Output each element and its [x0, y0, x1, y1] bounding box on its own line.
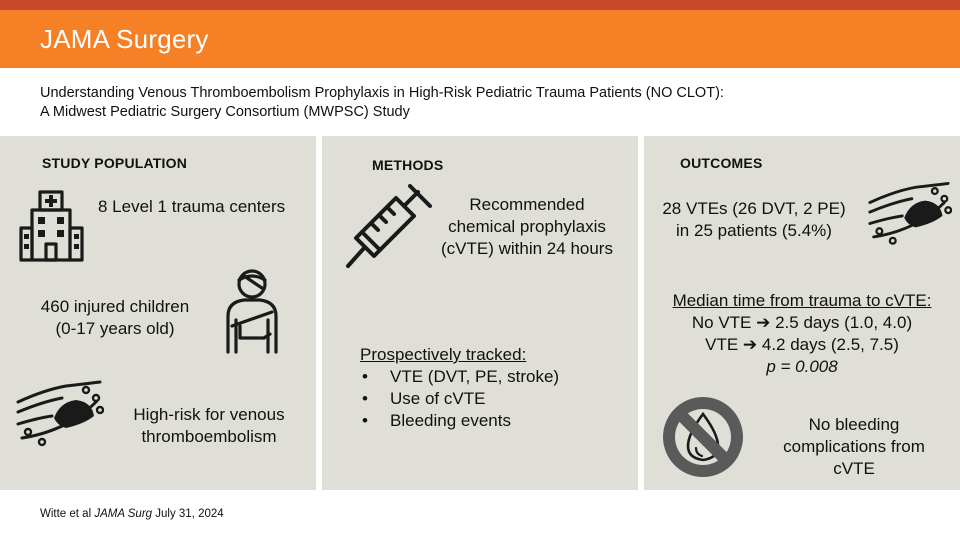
high-risk-text — [112, 404, 306, 448]
list-item: • Bleeding events — [360, 410, 559, 432]
vte-median: VTE ➔ 4.2 days (2.5, 7.5) — [705, 335, 899, 354]
journal-title: JAMA Surgery — [40, 24, 209, 54]
blood-clot-icon — [866, 180, 952, 248]
injured-children-line-2: (0-17 years old) — [55, 319, 175, 338]
vte-count-line-1: 28 VTEs (26 DVT, 2 PE) — [662, 199, 846, 218]
no-bleeding-text — [756, 414, 952, 480]
citation-authors: Witte et al — [40, 508, 95, 520]
injured-children-line-1: 460 injured children — [40, 297, 190, 316]
citation-footer — [40, 508, 224, 520]
methods-panel — [322, 136, 638, 490]
blood-clot-icon — [14, 380, 104, 448]
recommended-line-1: Recommended — [469, 195, 585, 214]
recommended-line-3: (cVTE) within 24 hours — [441, 239, 613, 258]
no-bleeding-line-2: complications from — [783, 437, 925, 456]
syringe-icon — [344, 184, 434, 272]
list-item: • VTE (DVT, PE, stroke) — [360, 366, 559, 388]
journal-header — [0, 10, 960, 68]
recommended-prophylaxis-text — [422, 194, 632, 260]
citation-journal: JAMA Surg — [94, 508, 153, 520]
hospital-icon — [18, 188, 88, 264]
high-risk-line-2: thromboembolism — [141, 427, 277, 446]
outcomes-heading: OUTCOMES — [680, 155, 763, 171]
article-title-line-1: Understanding Venous Thromboembolism Prophylaxis in High-Risk Pediatric Trauma Patients (NO CLOT): — [40, 85, 724, 101]
methods-heading: METHODS — [372, 157, 444, 173]
article-title-line-2: A Midwest Pediatric Surgery Consortium (MWPSC) Study — [40, 104, 410, 120]
no-bleeding-line-3: cVTE — [833, 459, 875, 478]
injured-children-text — [20, 296, 210, 340]
no-bleeding-icon — [652, 394, 754, 480]
median-time-block — [644, 290, 960, 378]
study-population-panel — [0, 136, 316, 490]
recommended-line-2: chemical prophylaxis — [448, 217, 606, 236]
study-population-heading: STUDY POPULATION — [42, 155, 188, 171]
article-title — [40, 84, 920, 122]
no-vte-median: No VTE ➔ 2.5 days (1.0, 4.0) — [691, 313, 913, 332]
vte-count-line-2: in 25 patients (5.4%) — [676, 221, 832, 240]
list-item: • Use of cVTE — [360, 388, 559, 410]
injured-child-icon — [218, 268, 288, 354]
vte-count-text — [648, 198, 860, 242]
outcomes-panel — [644, 136, 960, 490]
p-value: p = 0.008 — [766, 357, 838, 376]
citation-date: July 31, 2024 — [152, 508, 224, 520]
high-risk-line-1: High-risk for venous — [133, 405, 285, 424]
median-time-heading: Median time from trauma to cVTE: — [672, 291, 932, 310]
header-accent-stripe — [0, 0, 960, 10]
tracked-list — [360, 366, 559, 432]
no-bleeding-line-1: No bleeding — [808, 415, 900, 434]
tracked-heading: Prospectively tracked: — [360, 345, 527, 364]
trauma-centers-text: 8 Level 1 trauma centers — [98, 197, 286, 216]
